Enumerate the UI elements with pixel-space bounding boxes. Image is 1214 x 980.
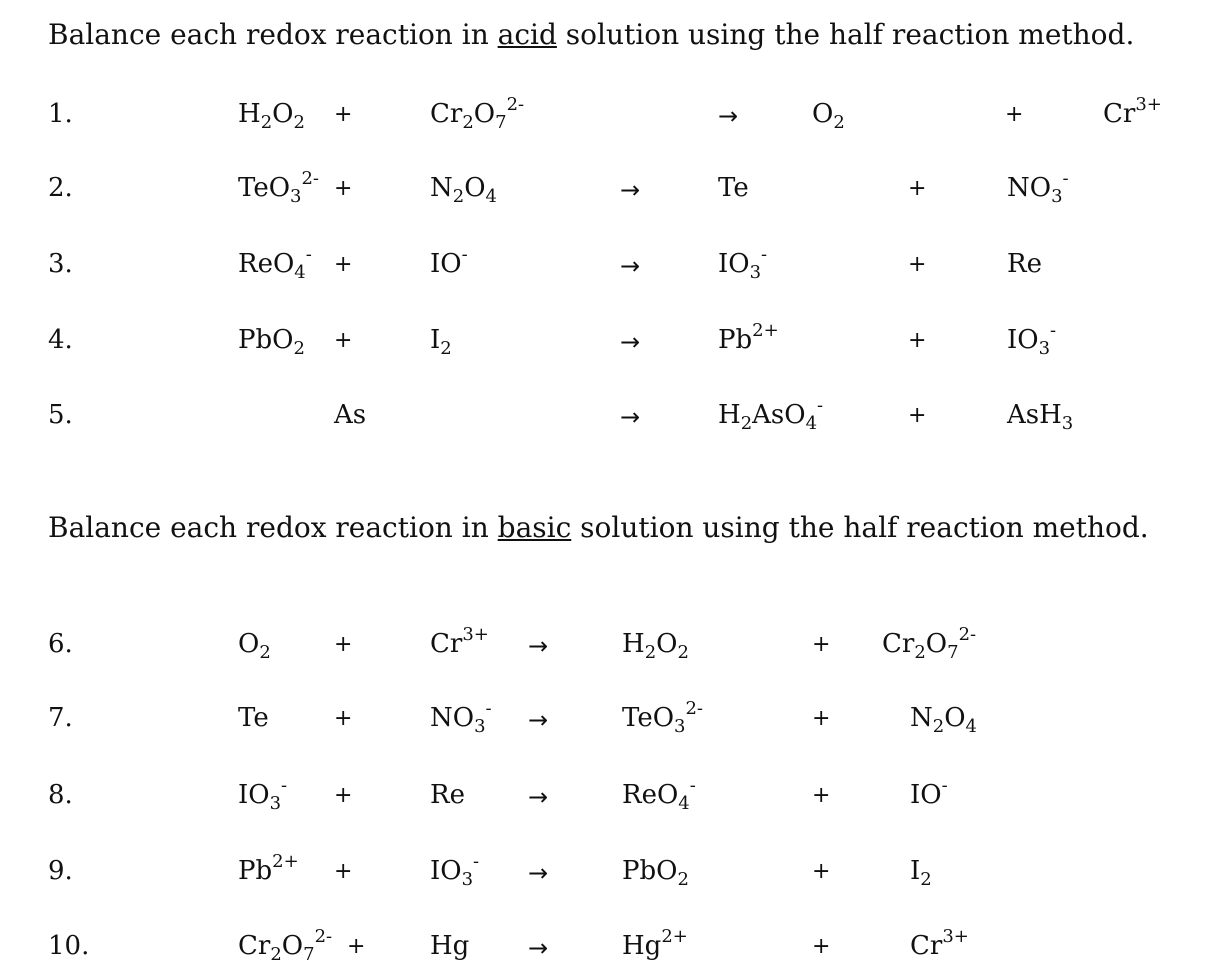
plus-sign: +	[812, 632, 831, 657]
plus-sign: +	[334, 252, 353, 277]
acid-heading-before: Balance each redox reaction in	[48, 18, 498, 51]
reaction-number: 7.	[48, 703, 73, 733]
reactant-1: $IO_3^-$	[238, 775, 288, 814]
reactant-2: Re	[430, 780, 465, 810]
basic-heading	[48, 511, 1149, 544]
product-1: PbO$_2$	[622, 856, 689, 890]
plus-sign: +	[812, 859, 831, 884]
reactant-2: Hg	[430, 931, 470, 961]
reactant-1: $Cr_2O_7^{2-}$	[238, 926, 333, 965]
reaction-arrow: →	[528, 859, 549, 887]
reaction-number: 10.	[48, 931, 90, 961]
product-2: $Cr^{3+}$	[910, 926, 969, 961]
product-2: $Cr_2O_7^{2-}$	[882, 624, 977, 663]
plus-sign: +	[334, 176, 353, 201]
product-1: $H_2O_2$	[622, 629, 689, 663]
reactant-1: $O_2$	[238, 629, 271, 663]
plus-sign: +	[812, 783, 831, 808]
reactant-2: As	[334, 400, 367, 430]
product-1: $H_2AsO_4^-$	[718, 395, 824, 434]
product-2: IO-	[910, 775, 948, 810]
plus-sign: +	[334, 859, 353, 884]
reaction-number: 4.	[48, 325, 73, 355]
plus-sign: +	[812, 934, 831, 959]
reaction-arrow: →	[528, 706, 549, 734]
reaction-number: 5.	[48, 400, 73, 430]
plus-sign: +	[334, 706, 353, 731]
plus-sign: +	[334, 102, 353, 127]
reactant-1: $H_2O_2$	[238, 99, 305, 133]
plus-sign: +	[347, 934, 366, 959]
plus-sign: +	[334, 783, 353, 808]
product-1: TeO$_3^{2-}$	[622, 698, 704, 737]
product-2: $Cr^{3+}$	[1103, 94, 1162, 129]
reactant-1: $Pb^{2+}$	[238, 851, 299, 886]
reaction-number: 9.	[48, 856, 73, 886]
reactant-2: $Cr^{3+}$	[430, 624, 489, 659]
product-1: ReO$_4$-	[622, 775, 696, 814]
reaction-number: 2.	[48, 173, 73, 203]
basic-heading-emph: basic	[497, 511, 572, 544]
product-1: $Hg^{2+}$	[622, 926, 688, 961]
reactant-2: $NO_3^-$	[430, 698, 492, 737]
product-1: $Pb^{2+}$	[718, 320, 779, 355]
reaction-number: 1.	[48, 99, 73, 129]
basic-heading-after: solution using the half reaction method.	[571, 511, 1149, 544]
product-1: $O_2$	[812, 99, 845, 133]
reaction-arrow: →	[528, 783, 549, 811]
plus-sign: +	[334, 328, 353, 353]
reactant-2: $IO_3^-$	[430, 851, 480, 890]
basic-heading-before: Balance each redox reaction in	[48, 511, 498, 544]
plus-sign: +	[908, 176, 927, 201]
reaction-arrow: →	[718, 102, 739, 130]
reaction-arrow: →	[620, 252, 641, 280]
product-2: $I_2$	[910, 856, 932, 890]
product-2: $N_2O_4$	[910, 703, 977, 737]
reaction-arrow: →	[620, 403, 641, 431]
reactant-1: TeO$_3^{2-}$	[238, 168, 320, 207]
reactant-1: Te	[238, 703, 269, 733]
plus-sign: +	[908, 252, 927, 277]
reaction-number: 8.	[48, 780, 73, 810]
plus-sign: +	[1005, 102, 1024, 127]
reaction-number: 6.	[48, 629, 73, 659]
reactant-1: ReO$_4$-	[238, 244, 312, 283]
reactant-2: $I_2$	[430, 325, 452, 359]
reaction-arrow: →	[528, 632, 549, 660]
product-2: AsH$_3$	[1007, 400, 1074, 434]
product-1: Te	[718, 173, 749, 203]
reaction-arrow: →	[620, 176, 641, 204]
acid-heading-emph: acid	[497, 18, 557, 51]
acid-heading-after: solution using the half reaction method.	[556, 18, 1135, 51]
plus-sign: +	[334, 632, 353, 657]
product-2: Re	[1007, 249, 1042, 279]
acid-heading	[48, 18, 1134, 51]
plus-sign: +	[908, 403, 927, 428]
reaction-number: 3.	[48, 249, 73, 279]
reactant-1: PbO$_2$	[238, 325, 305, 359]
reactant-2: $N_2O_4$	[430, 173, 497, 207]
product-2: $IO_3^-$	[1007, 320, 1057, 359]
reactant-2: $Cr_2O_7^{2-}$	[430, 94, 525, 133]
reactant-2: IO-	[430, 244, 468, 279]
reaction-arrow: →	[620, 328, 641, 356]
product-2: $NO_3^-$	[1007, 168, 1069, 207]
plus-sign: +	[908, 328, 927, 353]
plus-sign: +	[812, 706, 831, 731]
product-1: $IO_3^-$	[718, 244, 768, 283]
reaction-arrow: →	[528, 934, 549, 962]
